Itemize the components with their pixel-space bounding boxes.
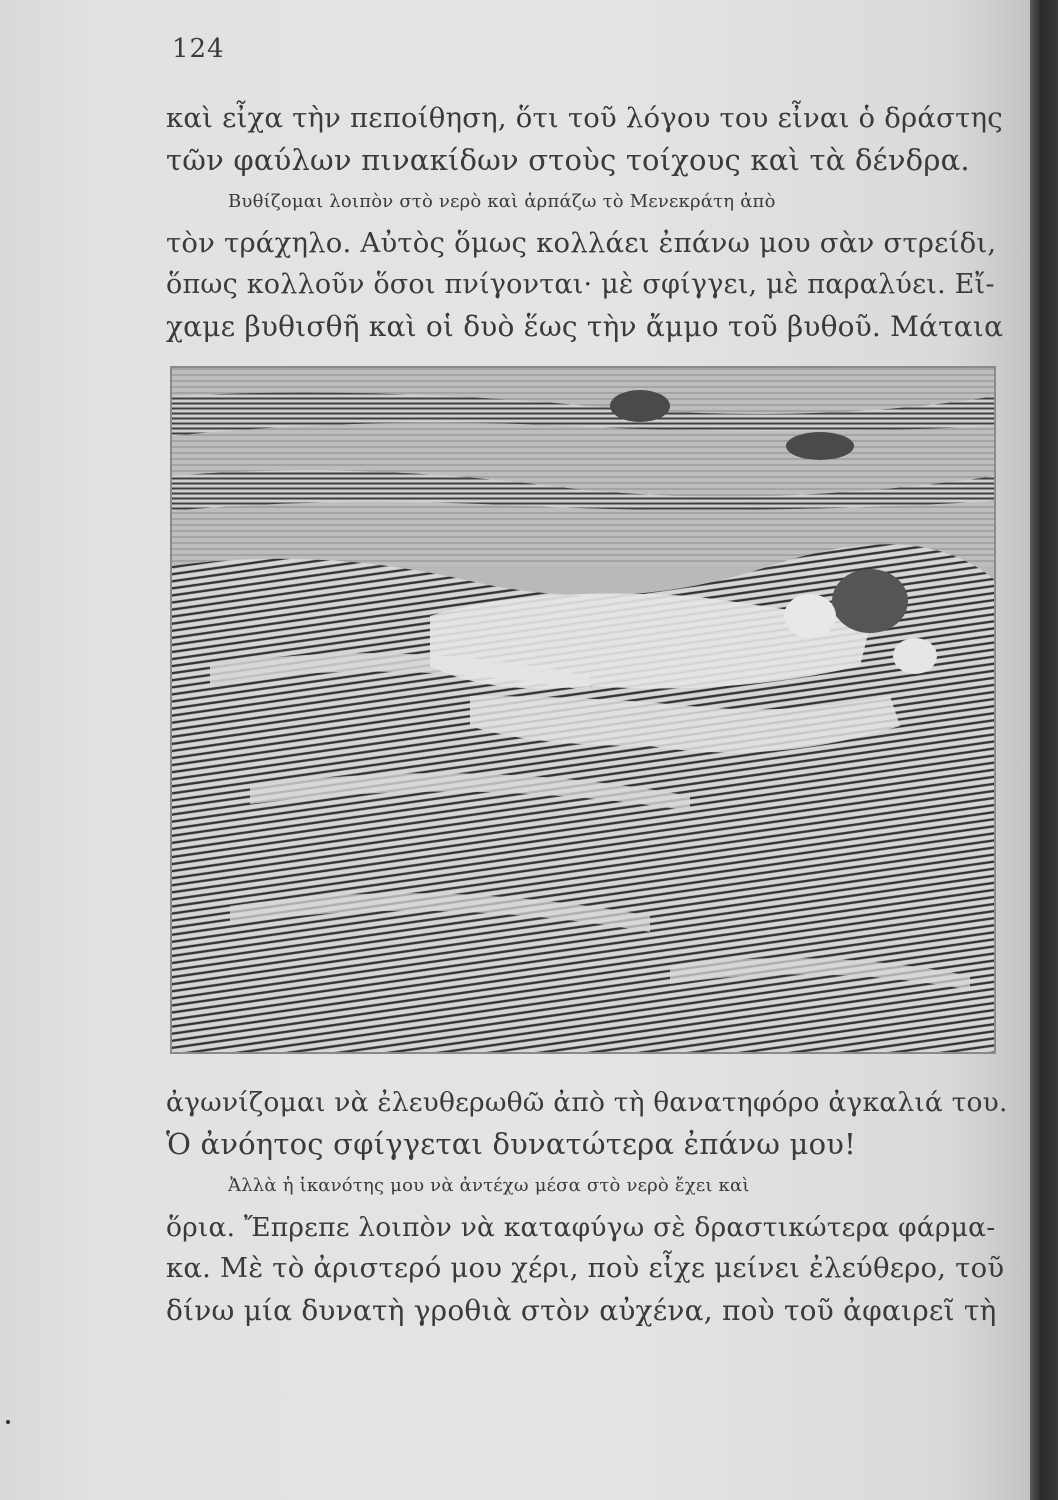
text-line: χαμε βυθισθῆ καὶ οἱ δυὸ ἕως τὴν ἄμμο τοῦ βυθοῦ. Μάταια [166, 309, 1004, 343]
text-line: Ἀλλὰ ἡ ἱκανότης μου νὰ ἀντέχω μέσα στὸ νερὸ ἔχει καὶ [228, 1175, 750, 1196]
page-number: 124 [172, 34, 225, 64]
text-line: Βυθίζομαι λοιπὸν στὸ νερὸ καὶ ἁρπάζω τὸ Μενεκράτη ἀπὸ [228, 191, 776, 212]
text-line: τὸν τράχηλο. Αὐτὸς ὅμως κολλάει ἐπάνω μου σὰν στρείδι, [166, 226, 997, 259]
book-gutter [1030, 0, 1058, 1500]
text-line: κα. Μὲ τὸ ἀριστερό μου χέρι, ποὺ εἶχε μείνει ἐλεύθερο, τοῦ [166, 1252, 1005, 1284]
text-line: ἀγωνίζομαι νὰ ἐλευθερωθῶ ἀπὸ τὴ θανατηφόρο ἀγκαλιά του. [166, 1087, 1008, 1118]
engraving-drowning-swimmers [170, 366, 996, 1054]
engraving-illustration [170, 366, 996, 1054]
text-line: ὅπως κολλοῦν ὅσοι πνίγονται· μὲ σφίγγει, μὲ παραλύει. Εἴ- [166, 269, 995, 300]
text-line: τῶν φαύλων πινακίδων στοὺς τοίχους καὶ τὰ δένδρα. [166, 142, 970, 177]
text-line: καὶ εἶχα τὴν πεποίθηση, ὅτι τοῦ λόγου του εἶναι ὁ δράστης [166, 102, 1003, 134]
text-block-bottom [166, 1082, 1006, 1331]
margin-dot [6, 1420, 10, 1424]
text-line: ὅρια. Ἔπρεπε λοιπὸν νὰ καταφύγω σὲ δραστικώτερα φάρμα- [166, 1211, 996, 1243]
text-block-top [166, 98, 1006, 347]
text-line: δίνω μία δυνατὴ γροθιὰ στὸν αὐχένα, ποὺ τοῦ ἀφαιρεῖ τὴ [166, 1293, 997, 1327]
text-line: Ὁ ἀνόητος σφίγγεται δυνατώτερα ἐπάνω μου! [166, 1126, 856, 1161]
